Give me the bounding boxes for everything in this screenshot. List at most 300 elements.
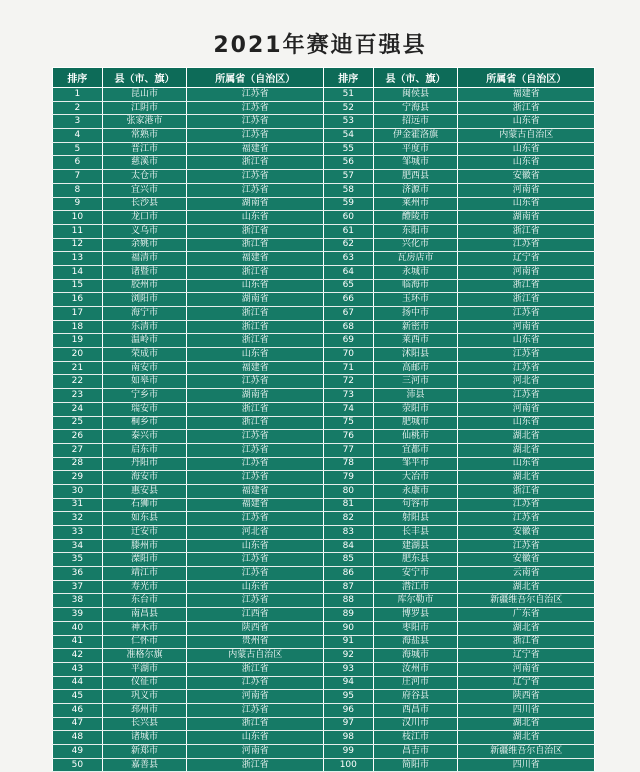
- county-cell-left: 惠安县: [102, 484, 187, 498]
- county-cell-right: 瓦房店市: [373, 252, 458, 266]
- table-row: [53, 649, 595, 663]
- rank-cell-right: 60: [323, 211, 373, 225]
- county-cell-left: 仁怀市: [102, 635, 187, 649]
- province-cell-right: 浙江省: [458, 279, 595, 293]
- table-row: [53, 293, 595, 307]
- table-row: [53, 512, 595, 526]
- province-cell-right: 江苏省: [458, 238, 595, 252]
- rank-cell-right: 68: [323, 320, 373, 334]
- table-row: [53, 539, 595, 553]
- province-cell-left: 浙江省: [187, 758, 324, 772]
- county-cell-left: 荣成市: [102, 348, 187, 362]
- province-cell-right: 河北省: [458, 375, 595, 389]
- rank-cell-left: 15: [53, 279, 103, 293]
- rank-cell-right: 97: [323, 717, 373, 731]
- county-cell-left: 诸城市: [102, 731, 187, 745]
- county-cell-left: 仪征市: [102, 676, 187, 690]
- province-cell-right: 辽宁省: [458, 649, 595, 663]
- rank-cell-left: 17: [53, 307, 103, 321]
- county-cell-left: 南安市: [102, 361, 187, 375]
- province-cell-right: 浙江省: [458, 224, 595, 238]
- county-cell-left: 江阴市: [102, 101, 187, 115]
- rank-cell-left: 34: [53, 539, 103, 553]
- county-cell-right: 海城市: [373, 649, 458, 663]
- table-row: [53, 348, 595, 362]
- county-cell-right: 临海市: [373, 279, 458, 293]
- county-cell-right: 府谷县: [373, 690, 458, 704]
- county-cell-right: 玉环市: [373, 293, 458, 307]
- table-row: [53, 320, 595, 334]
- province-cell-right: 浙江省: [458, 101, 595, 115]
- rank-cell-right: 75: [323, 416, 373, 430]
- county-cell-left: 平湖市: [102, 662, 187, 676]
- county-cell-left: 福清市: [102, 252, 187, 266]
- rank-cell-right: 72: [323, 375, 373, 389]
- table-row: [53, 252, 595, 266]
- province-cell-left: 浙江省: [187, 416, 324, 430]
- province-cell-left: 江苏省: [187, 88, 324, 102]
- county-cell-right: 庄河市: [373, 676, 458, 690]
- rank-cell-left: 43: [53, 662, 103, 676]
- rank-cell-left: 13: [53, 252, 103, 266]
- county-cell-right: 东阳市: [373, 224, 458, 238]
- county-cell-right: 伊金霍洛旗: [373, 129, 458, 143]
- province-cell-right: 安徽省: [458, 526, 595, 540]
- table-row: [53, 238, 595, 252]
- province-cell-left: 山东省: [187, 731, 324, 745]
- table-row: [53, 402, 595, 416]
- rank-cell-right: 83: [323, 526, 373, 540]
- county-cell-right: 招远市: [373, 115, 458, 129]
- county-cell-right: 永康市: [373, 484, 458, 498]
- rank-cell-left: 48: [53, 731, 103, 745]
- province-cell-left: 浙江省: [187, 224, 324, 238]
- rank-cell-right: 82: [323, 512, 373, 526]
- province-cell-left: 山东省: [187, 539, 324, 553]
- rank-cell-right: 56: [323, 156, 373, 170]
- county-cell-left: 寿光市: [102, 580, 187, 594]
- county-cell-left: 靖江市: [102, 567, 187, 581]
- province-cell-left: 河南省: [187, 745, 324, 759]
- rank-cell-right: 71: [323, 361, 373, 375]
- county-cell-right: 大冶市: [373, 471, 458, 485]
- rank-cell-left: 22: [53, 375, 103, 389]
- province-cell-left: 浙江省: [187, 156, 324, 170]
- province-cell-right: 山东省: [458, 156, 595, 170]
- table-row: [53, 430, 595, 444]
- rank-cell-left: 47: [53, 717, 103, 731]
- province-cell-left: 江苏省: [187, 676, 324, 690]
- table-row: [53, 621, 595, 635]
- rank-cell-left: 3: [53, 115, 103, 129]
- province-cell-right: 内蒙古自治区: [458, 129, 595, 143]
- province-cell-left: 江苏省: [187, 594, 324, 608]
- table-row: [53, 443, 595, 457]
- table-row: [53, 375, 595, 389]
- county-cell-right: 沭阳县: [373, 348, 458, 362]
- rank-cell-right: 57: [323, 170, 373, 184]
- province-cell-right: 河南省: [458, 183, 595, 197]
- province-cell-right: 山东省: [458, 197, 595, 211]
- county-cell-right: 汉川市: [373, 717, 458, 731]
- table-row: [53, 526, 595, 540]
- rank-cell-left: 40: [53, 621, 103, 635]
- county-cell-right: 闽侯县: [373, 88, 458, 102]
- rank-cell-right: 52: [323, 101, 373, 115]
- county-cell-right: 潜江市: [373, 580, 458, 594]
- rank-cell-left: 18: [53, 320, 103, 334]
- province-cell-right: 四川省: [458, 758, 595, 772]
- rank-cell-right: 61: [323, 224, 373, 238]
- province-cell-left: 江苏省: [187, 430, 324, 444]
- header-county-right: 县（市、旗）: [373, 68, 458, 88]
- county-cell-right: 肥东县: [373, 553, 458, 567]
- table-row: [53, 361, 595, 375]
- table-row: [53, 484, 595, 498]
- province-cell-right: 河南省: [458, 320, 595, 334]
- province-cell-right: 湖北省: [458, 731, 595, 745]
- rank-cell-right: 70: [323, 348, 373, 362]
- county-cell-left: 巩义市: [102, 690, 187, 704]
- table-row: [53, 101, 595, 115]
- county-cell-left: 义乌市: [102, 224, 187, 238]
- table-row: [53, 211, 595, 225]
- province-cell-left: 江苏省: [187, 553, 324, 567]
- province-cell-left: 江苏省: [187, 375, 324, 389]
- province-cell-left: 浙江省: [187, 402, 324, 416]
- county-cell-right: 邹平市: [373, 457, 458, 471]
- county-cell-right: 莱州市: [373, 197, 458, 211]
- county-cell-right: 仙桃市: [373, 430, 458, 444]
- county-cell-left: 石狮市: [102, 498, 187, 512]
- rank-cell-left: 16: [53, 293, 103, 307]
- county-cell-left: 溧阳市: [102, 553, 187, 567]
- rank-cell-left: 14: [53, 265, 103, 279]
- header-province-left: 所属省（自治区）: [187, 68, 324, 88]
- county-cell-left: 张家港市: [102, 115, 187, 129]
- county-cell-right: 枝江市: [373, 731, 458, 745]
- county-cell-right: 长丰县: [373, 526, 458, 540]
- province-cell-left: 湖南省: [187, 293, 324, 307]
- province-cell-left: 江苏省: [187, 183, 324, 197]
- province-cell-left: 江苏省: [187, 512, 324, 526]
- province-cell-left: 福建省: [187, 361, 324, 375]
- province-cell-right: 新疆维吾尔自治区: [458, 745, 595, 759]
- rank-cell-left: 12: [53, 238, 103, 252]
- rank-cell-left: 44: [53, 676, 103, 690]
- county-cell-left: 如皋市: [102, 375, 187, 389]
- rank-cell-left: 19: [53, 334, 103, 348]
- county-cell-left: 温岭市: [102, 334, 187, 348]
- province-cell-left: 浙江省: [187, 662, 324, 676]
- rank-cell-right: 86: [323, 567, 373, 581]
- rank-cell-right: 84: [323, 539, 373, 553]
- county-cell-right: 兴化市: [373, 238, 458, 252]
- rank-cell-left: 24: [53, 402, 103, 416]
- county-cell-left: 晋江市: [102, 142, 187, 156]
- rank-cell-left: 8: [53, 183, 103, 197]
- rank-cell-left: 7: [53, 170, 103, 184]
- county-cell-right: 博罗县: [373, 608, 458, 622]
- province-cell-left: 浙江省: [187, 238, 324, 252]
- province-cell-left: 江苏省: [187, 129, 324, 143]
- rank-cell-left: 46: [53, 703, 103, 717]
- county-cell-left: 桐乡市: [102, 416, 187, 430]
- header-rank-left: 排序: [53, 68, 103, 88]
- county-cell-left: 南昌县: [102, 608, 187, 622]
- table-row: [53, 690, 595, 704]
- rank-cell-right: 77: [323, 443, 373, 457]
- county-cell-left: 嘉善县: [102, 758, 187, 772]
- county-cell-left: 泰兴市: [102, 430, 187, 444]
- rank-cell-left: 4: [53, 129, 103, 143]
- province-cell-left: 湖南省: [187, 197, 324, 211]
- county-cell-left: 准格尔旗: [102, 649, 187, 663]
- province-cell-right: 山东省: [458, 334, 595, 348]
- province-cell-right: 山东省: [458, 142, 595, 156]
- rank-cell-right: 58: [323, 183, 373, 197]
- province-cell-right: 安徽省: [458, 553, 595, 567]
- table-row: [53, 389, 595, 403]
- province-cell-left: 浙江省: [187, 334, 324, 348]
- county-cell-left: 慈溪市: [102, 156, 187, 170]
- province-cell-left: 浙江省: [187, 717, 324, 731]
- province-cell-left: 浙江省: [187, 265, 324, 279]
- rank-cell-left: 21: [53, 361, 103, 375]
- rank-cell-right: 100: [323, 758, 373, 772]
- province-cell-right: 江苏省: [458, 539, 595, 553]
- county-cell-left: 长沙县: [102, 197, 187, 211]
- county-cell-right: 邹城市: [373, 156, 458, 170]
- county-cell-left: 神木市: [102, 621, 187, 635]
- rank-cell-left: 42: [53, 649, 103, 663]
- table-row: [53, 471, 595, 485]
- table-row: [53, 307, 595, 321]
- county-cell-right: 扬中市: [373, 307, 458, 321]
- table-row: [53, 183, 595, 197]
- county-cell-left: 宜兴市: [102, 183, 187, 197]
- table-row: [53, 676, 595, 690]
- county-cell-left: 迁安市: [102, 526, 187, 540]
- county-cell-left: 龙口市: [102, 211, 187, 225]
- province-cell-right: 江苏省: [458, 512, 595, 526]
- county-cell-left: 如东县: [102, 512, 187, 526]
- county-cell-left: 诸暨市: [102, 265, 187, 279]
- province-cell-left: 湖南省: [187, 389, 324, 403]
- table-row: [53, 457, 595, 471]
- province-cell-left: 浙江省: [187, 320, 324, 334]
- rank-cell-left: 2: [53, 101, 103, 115]
- province-cell-left: 江西省: [187, 608, 324, 622]
- rank-cell-left: 29: [53, 471, 103, 485]
- table-header-row: [53, 68, 595, 88]
- province-cell-left: 福建省: [187, 252, 324, 266]
- county-cell-left: 邳州市: [102, 703, 187, 717]
- rank-cell-left: 45: [53, 690, 103, 704]
- rank-cell-right: 55: [323, 142, 373, 156]
- rank-cell-right: 95: [323, 690, 373, 704]
- table-row: [53, 731, 595, 745]
- rank-cell-left: 26: [53, 430, 103, 444]
- county-cell-right: 莱西市: [373, 334, 458, 348]
- rank-cell-left: 32: [53, 512, 103, 526]
- table-row: [53, 580, 595, 594]
- rank-cell-left: 10: [53, 211, 103, 225]
- rank-cell-left: 25: [53, 416, 103, 430]
- table-row: [53, 553, 595, 567]
- province-cell-right: 湖北省: [458, 443, 595, 457]
- table-row: [53, 608, 595, 622]
- province-cell-left: 福建省: [187, 498, 324, 512]
- table-row: [53, 197, 595, 211]
- rank-cell-left: 50: [53, 758, 103, 772]
- rank-cell-left: 1: [53, 88, 103, 102]
- rank-cell-right: 67: [323, 307, 373, 321]
- province-cell-right: 新疆维吾尔自治区: [458, 594, 595, 608]
- province-cell-right: 云南省: [458, 567, 595, 581]
- rank-cell-right: 59: [323, 197, 373, 211]
- table-row: [53, 703, 595, 717]
- table-row: [53, 88, 595, 102]
- province-cell-left: 贵州省: [187, 635, 324, 649]
- county-cell-right: 宜都市: [373, 443, 458, 457]
- rank-cell-right: 99: [323, 745, 373, 759]
- table-row: [53, 717, 595, 731]
- province-cell-right: 河南省: [458, 402, 595, 416]
- county-cell-right: 新密市: [373, 320, 458, 334]
- province-cell-left: 河南省: [187, 690, 324, 704]
- province-cell-left: 江苏省: [187, 170, 324, 184]
- rank-cell-right: 54: [323, 129, 373, 143]
- province-cell-left: 江苏省: [187, 471, 324, 485]
- county-cell-left: 宁乡市: [102, 389, 187, 403]
- rank-cell-left: 27: [53, 443, 103, 457]
- province-cell-left: 福建省: [187, 484, 324, 498]
- table-row: [53, 662, 595, 676]
- header-province-right: 所属省（自治区）: [458, 68, 595, 88]
- table-row: [53, 416, 595, 430]
- rank-cell-left: 37: [53, 580, 103, 594]
- rank-cell-right: 98: [323, 731, 373, 745]
- province-cell-right: 湖北省: [458, 621, 595, 635]
- county-cell-right: 肥西县: [373, 170, 458, 184]
- rank-cell-left: 5: [53, 142, 103, 156]
- province-cell-right: 江苏省: [458, 389, 595, 403]
- province-cell-left: 江苏省: [187, 443, 324, 457]
- province-cell-right: 江苏省: [458, 498, 595, 512]
- table-row: [53, 115, 595, 129]
- header-rank-right: 排序: [323, 68, 373, 88]
- table-row: [53, 567, 595, 581]
- rank-cell-right: 53: [323, 115, 373, 129]
- county-cell-right: 安宁市: [373, 567, 458, 581]
- province-cell-right: 河南省: [458, 265, 595, 279]
- rank-cell-right: 78: [323, 457, 373, 471]
- rank-cell-left: 28: [53, 457, 103, 471]
- province-cell-left: 内蒙古自治区: [187, 649, 324, 663]
- county-cell-right: 永城市: [373, 265, 458, 279]
- province-cell-right: 江苏省: [458, 307, 595, 321]
- rank-cell-left: 35: [53, 553, 103, 567]
- province-cell-right: 四川省: [458, 703, 595, 717]
- county-cell-right: 宁海县: [373, 101, 458, 115]
- county-cell-right: 荥阳市: [373, 402, 458, 416]
- county-cell-left: 太仓市: [102, 170, 187, 184]
- county-cell-right: 库尔勒市: [373, 594, 458, 608]
- county-cell-left: 丹阳市: [102, 457, 187, 471]
- table-row: [53, 498, 595, 512]
- county-cell-right: 三河市: [373, 375, 458, 389]
- rank-cell-left: 38: [53, 594, 103, 608]
- county-cell-right: 沛县: [373, 389, 458, 403]
- county-cell-left: 浏阳市: [102, 293, 187, 307]
- table-row: [53, 745, 595, 759]
- province-cell-left: 陕西省: [187, 621, 324, 635]
- rank-cell-right: 65: [323, 279, 373, 293]
- rank-cell-right: 96: [323, 703, 373, 717]
- table-body: [53, 88, 595, 772]
- province-cell-right: 浙江省: [458, 293, 595, 307]
- province-cell-right: 山东省: [458, 115, 595, 129]
- province-cell-left: 山东省: [187, 348, 324, 362]
- table-row: [53, 279, 595, 293]
- county-cell-left: 长兴县: [102, 717, 187, 731]
- province-cell-right: 浙江省: [458, 484, 595, 498]
- county-cell-left: 东台市: [102, 594, 187, 608]
- rank-cell-right: 94: [323, 676, 373, 690]
- rank-cell-left: 23: [53, 389, 103, 403]
- province-cell-left: 河北省: [187, 526, 324, 540]
- province-cell-left: 江苏省: [187, 101, 324, 115]
- table-row: [53, 635, 595, 649]
- rank-cell-left: 9: [53, 197, 103, 211]
- rank-cell-left: 30: [53, 484, 103, 498]
- rank-cell-right: 79: [323, 471, 373, 485]
- rank-cell-left: 33: [53, 526, 103, 540]
- province-cell-left: 山东省: [187, 279, 324, 293]
- rank-cell-right: 63: [323, 252, 373, 266]
- county-cell-left: 滕州市: [102, 539, 187, 553]
- county-cell-right: 平度市: [373, 142, 458, 156]
- rank-cell-right: 64: [323, 265, 373, 279]
- table-row: [53, 594, 595, 608]
- rank-cell-right: 89: [323, 608, 373, 622]
- table-row: [53, 142, 595, 156]
- province-cell-right: 湖南省: [458, 211, 595, 225]
- page-title: 2021年赛迪百强县: [213, 33, 427, 58]
- rank-cell-right: 92: [323, 649, 373, 663]
- county-cell-right: 简阳市: [373, 758, 458, 772]
- province-cell-right: 浙江省: [458, 635, 595, 649]
- province-cell-right: 湖北省: [458, 471, 595, 485]
- county-cell-left: 启东市: [102, 443, 187, 457]
- rank-cell-left: 31: [53, 498, 103, 512]
- county-cell-right: 射阳县: [373, 512, 458, 526]
- province-cell-right: 辽宁省: [458, 252, 595, 266]
- county-cell-left: 海安市: [102, 471, 187, 485]
- rank-cell-right: 88: [323, 594, 373, 608]
- county-cell-right: 济源市: [373, 183, 458, 197]
- province-cell-right: 陕西省: [458, 690, 595, 704]
- rank-cell-right: 93: [323, 662, 373, 676]
- province-cell-right: 河南省: [458, 662, 595, 676]
- province-cell-left: 江苏省: [187, 115, 324, 129]
- table-row: [53, 170, 595, 184]
- rank-cell-left: 41: [53, 635, 103, 649]
- table-row: [53, 265, 595, 279]
- province-cell-right: 湖北省: [458, 717, 595, 731]
- county-cell-left: 瑞安市: [102, 402, 187, 416]
